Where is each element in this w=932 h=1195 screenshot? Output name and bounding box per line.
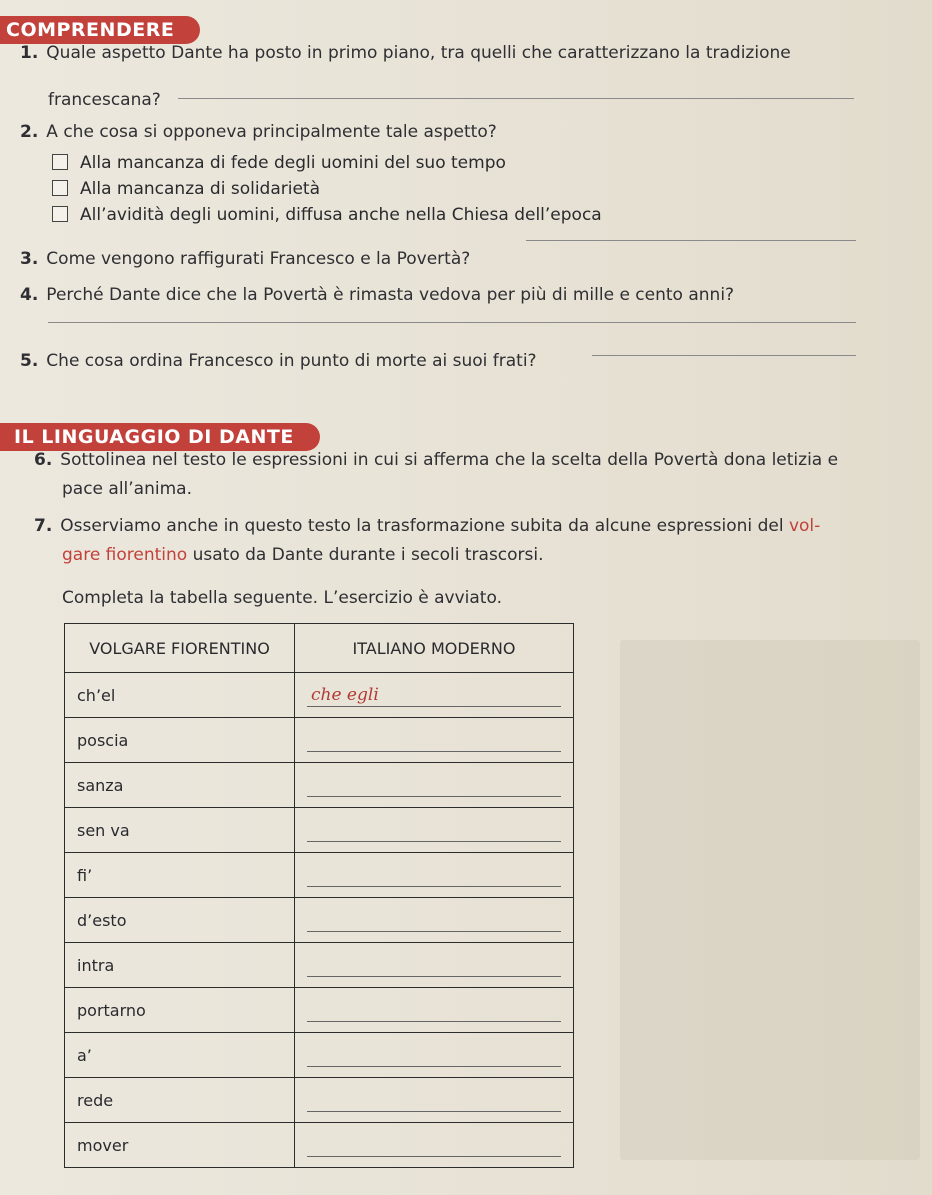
moderno-answer-field[interactable]: che egli bbox=[307, 684, 561, 707]
checkbox-2c[interactable] bbox=[52, 206, 68, 222]
question-1-text: Quale aspetto Dante ha posto in primo piano, tra quelli che caratterizzano la tradizione bbox=[46, 43, 791, 63]
question-6: 6. Sottolinea nel testo le espressioni in cui si afferma che la scelta della Povertà dona letizia e bbox=[34, 450, 839, 470]
volgare-cell: portarno bbox=[65, 988, 295, 1033]
volgare-cell: fi’ bbox=[65, 853, 295, 898]
answer-line-3[interactable] bbox=[526, 240, 856, 241]
volgare-cell: mover bbox=[65, 1123, 295, 1168]
volgare-cell: sanza bbox=[65, 763, 295, 808]
option-2c[interactable] bbox=[52, 204, 602, 226]
option-2c-label: All’avidità degli uomini, diffusa anche nella Chiesa dell’epoca bbox=[80, 205, 602, 225]
answer-line-5[interactable] bbox=[592, 355, 856, 356]
moderno-answer-field[interactable] bbox=[307, 729, 561, 752]
moderno-cell[interactable] bbox=[295, 943, 574, 988]
question-7-continuation bbox=[62, 544, 544, 566]
table-row bbox=[65, 1123, 574, 1168]
moderno-answer-field[interactable] bbox=[307, 1089, 561, 1112]
show-through-text bbox=[620, 640, 920, 1160]
question-4: 4. Perché Dante dice che la Povertà è rimasta vedova per più di mille e cento anni? bbox=[20, 285, 735, 305]
moderno-answer-field[interactable] bbox=[307, 819, 561, 842]
volgare-cell: ch’el bbox=[65, 673, 295, 718]
moderno-cell[interactable] bbox=[295, 1078, 574, 1123]
moderno-answer-field[interactable] bbox=[307, 999, 561, 1022]
moderno-cell[interactable] bbox=[295, 763, 574, 808]
table-row bbox=[65, 1078, 574, 1123]
moderno-cell[interactable] bbox=[295, 1123, 574, 1168]
question-7-text: Osserviamo anche in questo testo la trasformazione subita da alcune espressioni del bbox=[60, 516, 789, 536]
table-row bbox=[65, 1033, 574, 1078]
question-1-continuation: francescana? bbox=[48, 90, 161, 110]
table-row bbox=[65, 673, 574, 718]
table-row bbox=[65, 718, 574, 763]
volgare-cell: rede bbox=[65, 1078, 295, 1123]
volgare-cell: sen va bbox=[65, 808, 295, 853]
question-5: 5. Che cosa ordina Francesco in punto di morte ai suoi frati? bbox=[20, 351, 537, 371]
option-2a-label: Alla mancanza di fede degli uomini del suo tempo bbox=[80, 153, 506, 173]
option-2b-label: Alla mancanza di solidarietà bbox=[80, 179, 321, 199]
question-5-text: Che cosa ordina Francesco in punto di morte ai suoi frati? bbox=[46, 351, 537, 371]
volgare-cell: intra bbox=[65, 943, 295, 988]
moderno-answer-field[interactable] bbox=[307, 1044, 561, 1067]
question-2: 2. A che cosa si opponeva principalmente tale aspetto? bbox=[20, 122, 497, 142]
table-row bbox=[65, 763, 574, 808]
moderno-answer-field[interactable] bbox=[307, 864, 561, 887]
moderno-cell[interactable] bbox=[295, 988, 574, 1033]
moderno-cell[interactable] bbox=[295, 898, 574, 943]
table-header-row bbox=[65, 624, 574, 673]
question-3: 3. Come vengono raffigurati Francesco e la Povertà? bbox=[20, 249, 471, 269]
volgare-cell: a’ bbox=[65, 1033, 295, 1078]
table-instruction: Completa la tabella seguente. L’esercizio è avviato. bbox=[62, 588, 502, 608]
table-row bbox=[65, 898, 574, 943]
checkbox-2a[interactable] bbox=[52, 154, 68, 170]
question-2-text: A che cosa si opponeva principalmente tale aspetto? bbox=[46, 122, 497, 142]
option-2a[interactable] bbox=[52, 152, 506, 174]
checkbox-2b[interactable] bbox=[52, 180, 68, 196]
volgare-cell: d’esto bbox=[65, 898, 295, 943]
question-7-text-end: usato da Dante durante i secoli trascorsi. bbox=[187, 545, 544, 565]
table-row bbox=[65, 988, 574, 1033]
moderno-cell[interactable] bbox=[295, 718, 574, 763]
question-3-text: Come vengono raffigurati Francesco e la Povertà? bbox=[46, 249, 471, 269]
table-row bbox=[65, 943, 574, 988]
question-7-highlight-part1: vol- bbox=[788, 516, 821, 536]
question-4-text: Perché Dante dice che la Povertà è rimasta vedova per più di mille e cento anni? bbox=[46, 285, 735, 305]
header-volgare-fiorentino: VOLGARE FIORENTINO bbox=[65, 624, 295, 673]
answer-line-1[interactable] bbox=[178, 98, 854, 99]
question-6-text: Sottolinea nel testo le espressioni in cui si afferma che la scelta della Povertà dona letizia e bbox=[60, 450, 839, 470]
moderno-answer-field[interactable] bbox=[307, 909, 561, 932]
moderno-cell[interactable] bbox=[295, 673, 574, 718]
answer-line-4[interactable] bbox=[48, 322, 856, 323]
moderno-cell[interactable] bbox=[295, 853, 574, 898]
option-2b[interactable] bbox=[52, 178, 320, 200]
moderno-answer-field[interactable] bbox=[307, 954, 561, 977]
vocabulary-table bbox=[64, 623, 574, 1168]
question-6-continuation: pace all’anima. bbox=[62, 479, 192, 499]
question-7: 7. Osserviamo anche in questo testo la trasformazione subita da alcune espressioni del vol- bbox=[34, 516, 821, 536]
moderno-answer-field[interactable] bbox=[307, 774, 561, 797]
table-row bbox=[65, 808, 574, 853]
question-1: 1. Quale aspetto Dante ha posto in primo piano, tra quelli che caratterizzano la tradizione bbox=[20, 43, 791, 63]
section-title-comprendere: COMPRENDERE bbox=[0, 16, 200, 44]
moderno-answer-field[interactable] bbox=[307, 1134, 561, 1157]
table-row bbox=[65, 853, 574, 898]
moderno-cell[interactable] bbox=[295, 808, 574, 853]
volgare-cell: poscia bbox=[65, 718, 295, 763]
moderno-cell[interactable] bbox=[295, 1033, 574, 1078]
header-italiano-moderno: ITALIANO MODERNO bbox=[295, 624, 574, 673]
section-title-linguaggio: IL LINGUAGGIO DI DANTE bbox=[0, 423, 320, 451]
question-7-highlight-part2: gare fiorentino bbox=[62, 545, 188, 565]
